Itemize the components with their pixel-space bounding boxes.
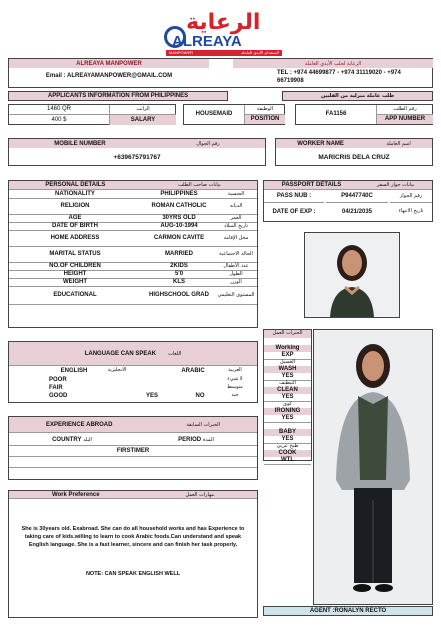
work-pref-header xyxy=(9,491,257,499)
work-pref-note: NOTE: CAN SPEAK ENGLISH WELL xyxy=(85,571,181,577)
personal-label: HEIGHT xyxy=(63,271,87,278)
company-tel: TEL : +974 44699877 - +974 31119020 - +974 66719908 xyxy=(277,70,401,84)
lang-english: ENGLISH xyxy=(60,367,88,374)
personal-ar: الجنسية xyxy=(227,190,245,197)
skill-value: YES xyxy=(264,394,311,402)
personal-value: 5'0 xyxy=(174,271,184,278)
skill-ar: التنظيف xyxy=(279,380,296,387)
exp-ar: تاريخ الانتهاء xyxy=(398,208,424,215)
app-number-label: APP NUMBER xyxy=(376,115,433,124)
skill-ar: الغسيل xyxy=(279,359,296,366)
skill-ar: طبخ عربي xyxy=(276,443,299,450)
logo-tagline-ar: لاستقدام الأيدي العاملة xyxy=(241,50,279,55)
personal-row xyxy=(9,199,257,215)
skill-value: WTL xyxy=(264,457,311,465)
position-label: POSITION xyxy=(244,115,285,124)
worker-block xyxy=(275,138,433,166)
personal-row xyxy=(9,279,257,287)
personal-ar: عدد الأطفال xyxy=(223,262,249,269)
personal-ar: المستوى التعليمي xyxy=(217,291,255,298)
mobile-label: MOBILE NUMBER xyxy=(54,140,106,147)
language-header-label: LANGUAGE CAN SPEAK xyxy=(84,350,157,357)
exp-value: 04/21/2035 xyxy=(341,208,373,215)
app-title-ar: طلب عاملة منزلية من الفلبين xyxy=(282,91,433,101)
company-name: ALREAYA MANPOWER xyxy=(9,59,209,68)
skill-ar: كوي xyxy=(283,401,292,408)
personal-ar: الحالة الاجتماعية xyxy=(219,250,253,257)
app-title: APPLICANTS INFORMATION FROM PHILIPPINES xyxy=(8,91,228,101)
work-pref-ar: مهارات العمل xyxy=(185,491,215,498)
personal-header-label: PERSONAL DETAILS xyxy=(45,182,106,188)
exp-row-empty-1 xyxy=(9,457,257,468)
experience-columns xyxy=(9,434,257,446)
work-pref-description: She is 30years old. Exabroad. She can do all household works and has Experience to taking care of kids.willing to learn to cook Arabic foods.Can understand and speak English language. She is a fast learner, sincere and can finish her task properly. xyxy=(21,526,245,548)
skill-label: BABY xyxy=(264,429,311,436)
experience-header xyxy=(9,417,257,433)
personal-header-ar: بيانات صاحب الطلب xyxy=(178,182,221,188)
lang-poor: POOR xyxy=(49,376,67,383)
exp-country-group xyxy=(52,437,92,443)
personal-row xyxy=(9,215,257,223)
passport-header-ar: بيانات جواز السفر xyxy=(376,182,415,188)
applicant-full-photo xyxy=(313,329,433,605)
agent-name: AGENT :RONALYN RECTO xyxy=(263,606,433,616)
lang-fair-ar: متوسط xyxy=(227,384,243,391)
work-pref-label: Work Preference xyxy=(51,491,100,498)
language-header xyxy=(9,342,257,366)
skill-value: YES xyxy=(264,373,311,381)
personal-value: 30YRS OLD xyxy=(162,215,196,222)
passport-header xyxy=(264,181,432,190)
mobile-ar: رقم الجوال xyxy=(196,140,220,147)
salary-label: SALARY xyxy=(109,115,176,125)
personal-label: HOME ADDRESS xyxy=(50,235,100,242)
personal-value: CARMON CAVITE xyxy=(153,235,205,242)
skills-column xyxy=(263,329,312,464)
skill-label: IRONING xyxy=(264,408,311,415)
mobile-block xyxy=(8,138,266,166)
lang-good-ar: جيد xyxy=(231,392,239,399)
personal-ar: الوزن xyxy=(230,278,242,285)
personal-row xyxy=(9,231,257,247)
position-ar: الوظيفة xyxy=(244,105,285,115)
personal-ar: الديانة xyxy=(229,202,243,209)
salary-qr: 1460 QR xyxy=(9,105,109,115)
lang-english-ar: الانجليزية xyxy=(107,367,127,374)
logo-tagline-bar xyxy=(166,50,282,56)
exp-period: PERIOD xyxy=(178,436,202,443)
personal-label: MARITAL STATUS xyxy=(49,251,101,258)
pass-value: P9447740C xyxy=(326,191,388,203)
exp-period-group xyxy=(178,437,214,443)
skill-label: CLEAN xyxy=(264,387,311,394)
experience-section xyxy=(8,416,258,480)
personal-row xyxy=(9,223,257,231)
experience-header-label: EXPERIENCE ABROAD xyxy=(45,421,113,428)
personal-row xyxy=(9,191,257,199)
logo-latin: ALREAYA xyxy=(172,33,242,50)
personal-value: ROMAN CATHOLIC xyxy=(151,203,207,210)
passport-header-label: PASSPORT DETAILS xyxy=(281,182,342,188)
skill-label: COOK xyxy=(264,450,311,457)
personal-row xyxy=(9,247,257,263)
lang-arabic-ar: العربية xyxy=(228,367,242,374)
exp-label: DATE OF EXP : xyxy=(272,208,316,215)
personal-label: DATE OF BIRTH xyxy=(52,223,98,230)
personal-label: AGE xyxy=(68,215,82,222)
salary-ar: الراتب xyxy=(109,105,176,115)
skill-label: WASH xyxy=(264,366,311,373)
personal-ar: تاريخ الميلاد xyxy=(223,222,249,229)
personal-row xyxy=(9,287,257,305)
salary-block xyxy=(8,104,176,125)
company-header xyxy=(8,58,433,88)
work-preference xyxy=(8,490,258,618)
salary-usd: 400 $ xyxy=(51,116,67,123)
personal-label: NO.OF CHILDREN xyxy=(49,263,101,270)
worker-header xyxy=(276,139,432,148)
personal-label: RELIGION xyxy=(60,203,90,210)
worker-label: WORKER NAME xyxy=(297,140,344,147)
personal-row xyxy=(9,263,257,271)
exp-country-ar: البلد xyxy=(83,436,92,443)
lang-arabic: ARABIC xyxy=(181,367,205,374)
personal-ar: محل الإقامة xyxy=(223,234,249,241)
skill-label: Working xyxy=(264,345,311,352)
company-logo xyxy=(158,10,284,54)
applicant-headshot xyxy=(304,232,400,318)
personal-ar: العمر xyxy=(230,214,242,221)
pass-label: PASS NUB : xyxy=(264,191,324,203)
passport-details xyxy=(263,180,433,222)
personal-label: EDUCATIONAL xyxy=(53,292,97,299)
mobile-value: +639675791767 xyxy=(113,153,161,161)
lang-poor-ar: لا شيء xyxy=(227,376,243,383)
language-section xyxy=(8,341,258,403)
app-number-block xyxy=(295,104,433,125)
logo-arabic: الرعاية xyxy=(186,10,261,35)
lang-good: GOOD xyxy=(49,392,68,399)
personal-ar: الطول xyxy=(229,270,243,277)
full-body-figure-icon xyxy=(314,330,432,604)
personal-value: AUG-10-1994 xyxy=(160,223,198,230)
worker-value: MARICRIS DELA CRUZ xyxy=(318,153,390,161)
experience-header-ar: الخبرات السابقة xyxy=(186,421,221,428)
company-name-ar: الرعاية لجلب الأيدي العاملة xyxy=(233,59,433,68)
pass-ar: رقم الجواز xyxy=(390,191,432,203)
skill-value: YES xyxy=(264,415,311,423)
app-number-value: FA1156 xyxy=(325,111,347,118)
headshot-figure-icon xyxy=(305,233,399,317)
personal-header xyxy=(9,181,257,190)
personal-value: HIGHSCHOOL GRAD xyxy=(149,292,209,299)
worker-ar: اسم العاملة xyxy=(386,140,411,147)
personal-value: KLS xyxy=(173,279,185,286)
company-email: Email : ALREAYAMANPOWER@GMAIL.COM xyxy=(45,73,173,79)
exp-period-ar: المدة xyxy=(202,436,214,443)
logo-tagline: MANPOWER xyxy=(169,50,193,55)
personal-details xyxy=(8,180,258,328)
position-block xyxy=(183,104,285,125)
skill-value: EXP xyxy=(264,352,311,360)
lang-good-arabic: NO xyxy=(195,392,205,399)
personal-label: NATIONALITY xyxy=(55,191,95,198)
app-number-ar: رقم الطلب xyxy=(376,105,433,115)
skill-value: YES xyxy=(264,436,311,444)
personal-value: MARRIED xyxy=(165,251,193,258)
lang-fair: FAIR xyxy=(49,384,63,391)
personal-row xyxy=(9,271,257,279)
position-value: HOUSEMAID xyxy=(195,111,233,118)
personal-value: 2KIDS xyxy=(170,263,188,270)
personal-value: PHILIPPINES xyxy=(160,191,198,198)
exp-first-timer: FIRSTIMER xyxy=(9,447,257,457)
lang-good-english: YES xyxy=(145,392,158,399)
language-header-ar: اللغات xyxy=(168,350,182,357)
skills-header-ar: الخبرات العمل xyxy=(264,330,311,338)
mobile-header xyxy=(9,139,265,148)
exp-country: COUNTRY xyxy=(52,436,82,443)
personal-label: WEIGHT xyxy=(63,279,87,286)
